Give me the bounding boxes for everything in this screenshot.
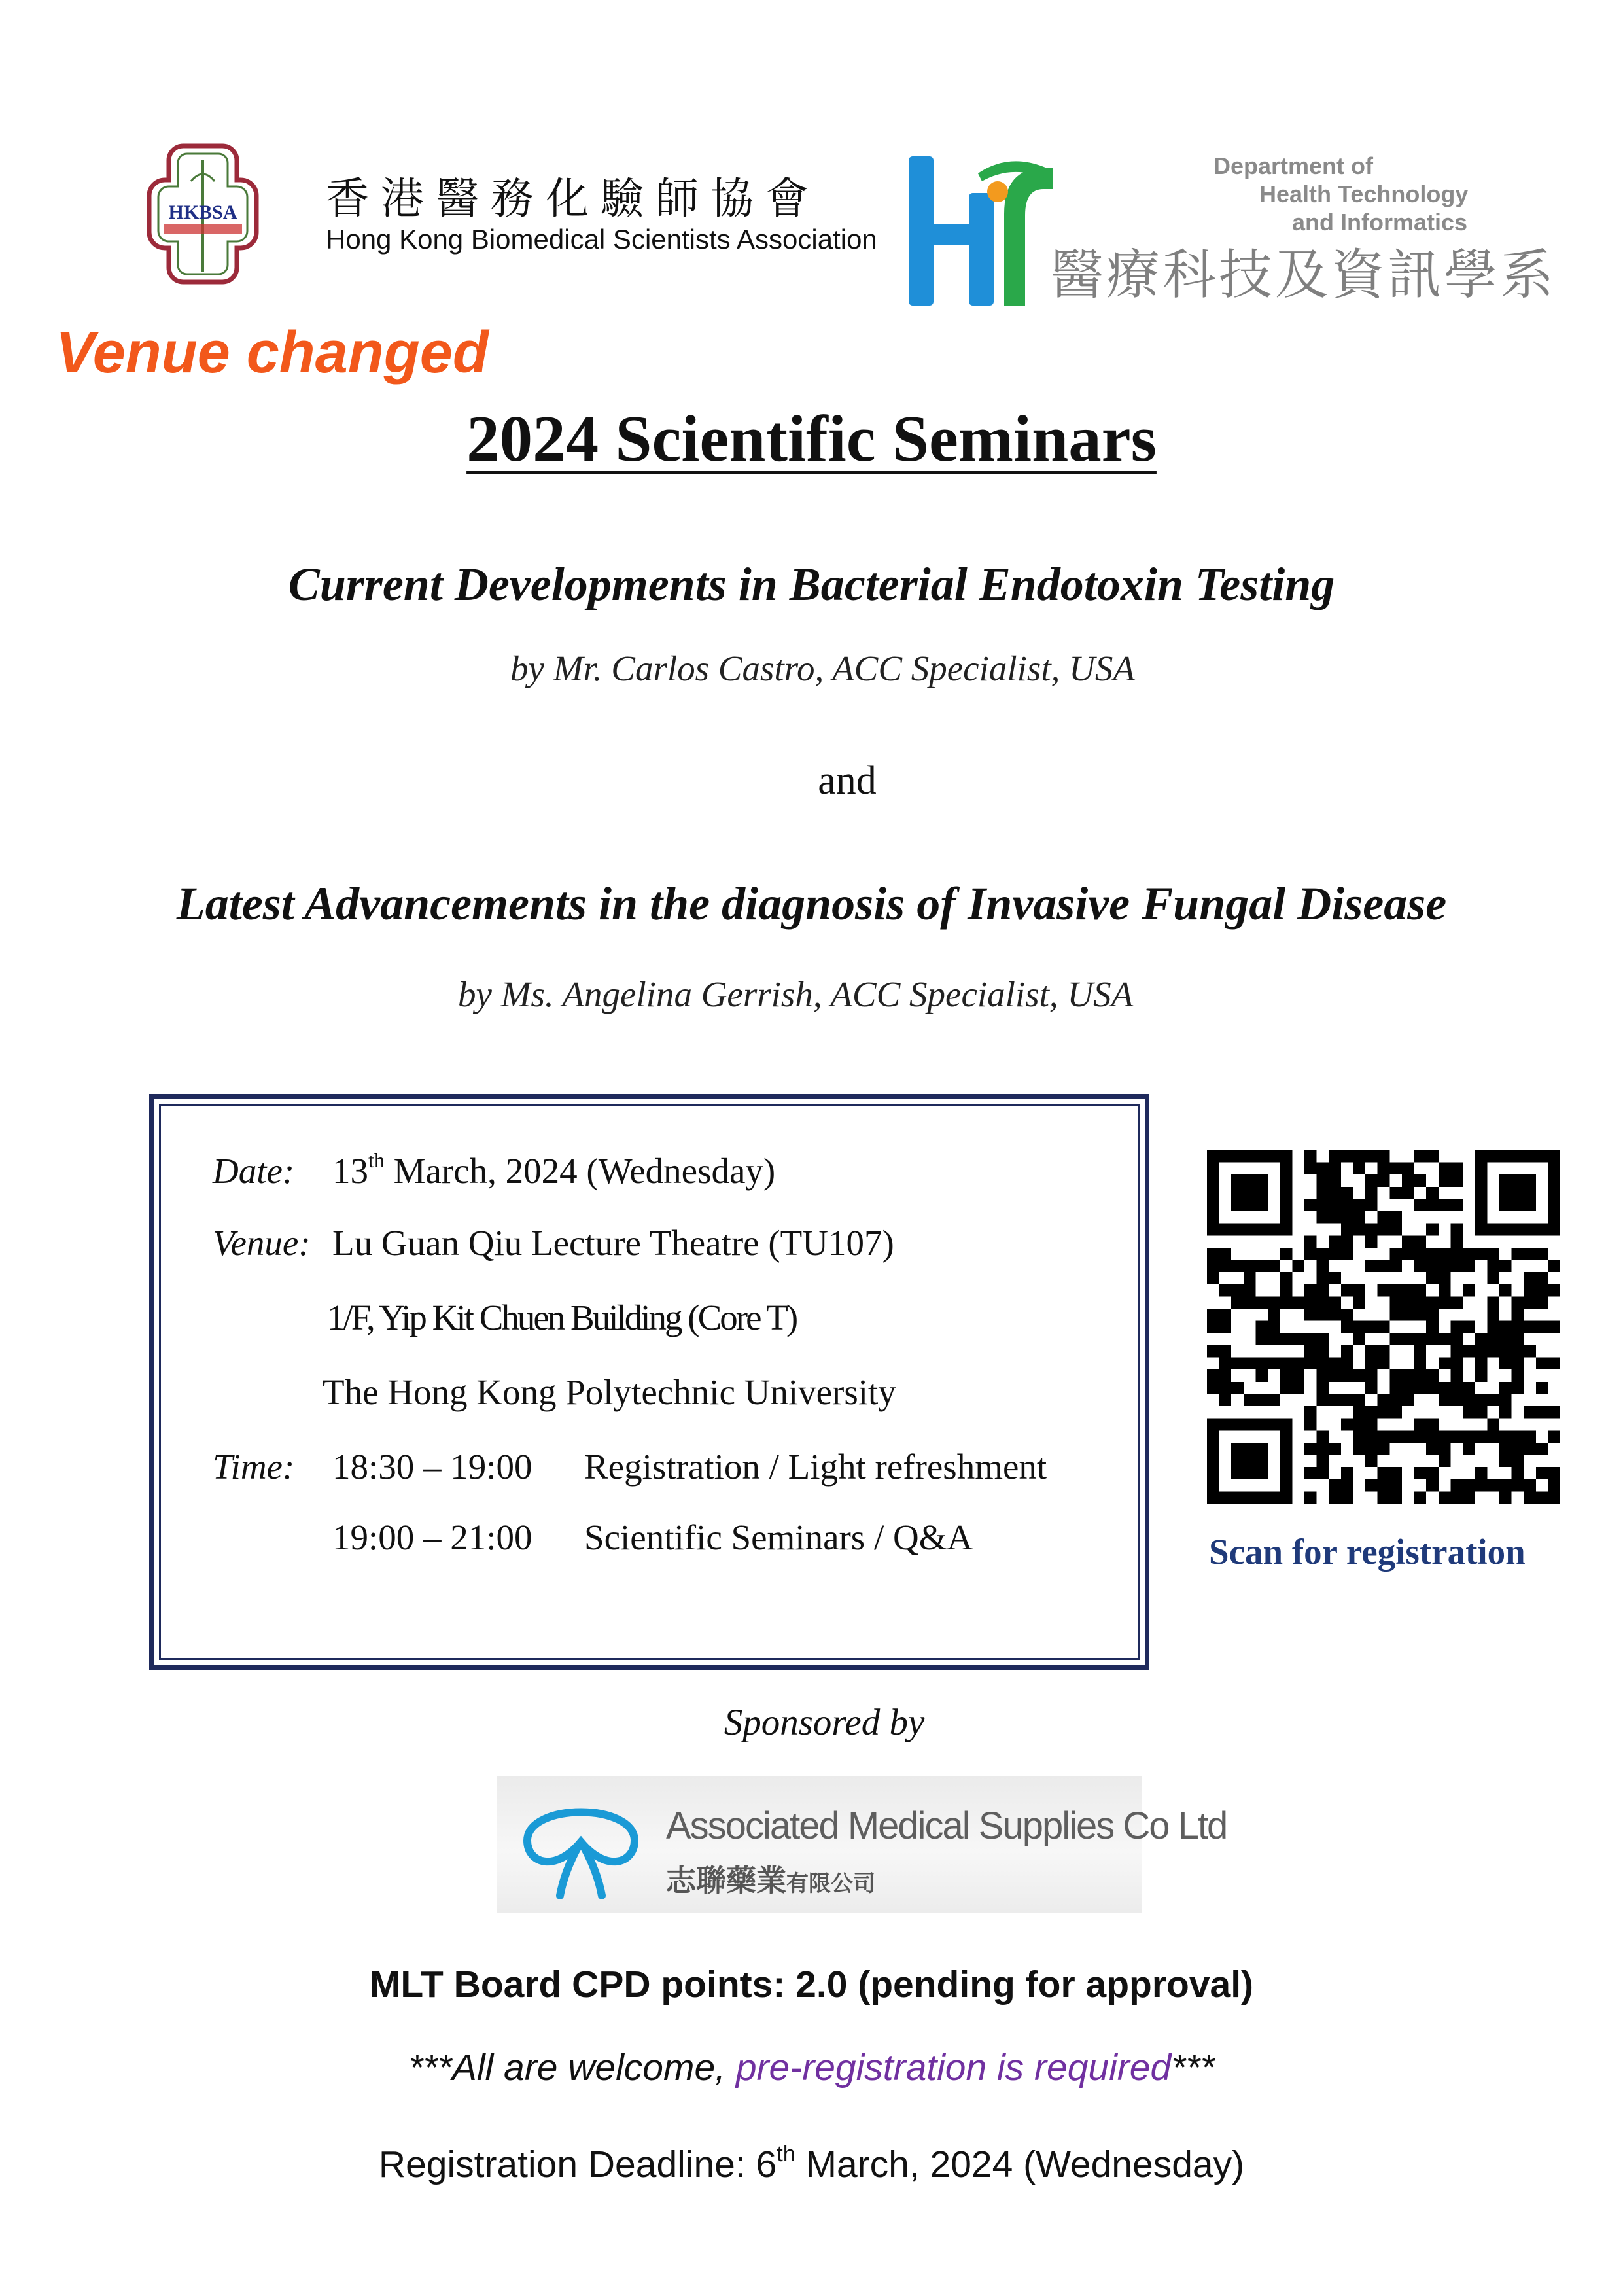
pre-registration-notice: pre-registration is required — [735, 2047, 1172, 2089]
time-label: Time: — [213, 1447, 295, 1487]
date-day: 13 — [332, 1151, 368, 1191]
deadline-prefix: Registration Deadline: 6 — [378, 2144, 777, 2185]
deadline-rest: March, 2024 (Wednesday) — [795, 2144, 1245, 2185]
venue-label: Venue: — [213, 1223, 311, 1263]
talk-connector: and — [818, 758, 877, 803]
sponsor-name-chinese-main: 志聯藥業 — [666, 1863, 786, 1898]
hkbsa-logo — [144, 141, 262, 288]
department-name-line: and Informatics — [1292, 209, 1468, 236]
registration-deadline — [0, 2143, 1623, 2186]
schedule-activity: Scientific Seminars / Q&A — [584, 1517, 973, 1557]
venue-line: 1/F, Yip Kit Chuen Building (Core T) — [327, 1298, 797, 1337]
welcome-prefix: ***All are welcome, — [408, 2047, 736, 2089]
sponsor-name-english: Associated Medical Supplies Co Ltd — [666, 1805, 1227, 1847]
hkbsa-logo-text: HKBSA — [168, 202, 237, 223]
date-value — [332, 1150, 775, 1192]
hti-logo — [906, 154, 1056, 308]
hkbsa-name-english: Hong Kong Biomedical Scientists Association — [326, 224, 877, 255]
sponsor-name-chinese — [666, 1857, 875, 1900]
department-name-english — [1151, 152, 1478, 236]
page-title: 2024 Scientific Seminars — [466, 402, 1157, 475]
schedule-time-range: 18:30 – 19:00 — [332, 1447, 532, 1487]
department-name-chinese: 醫療科技及資訊學系 — [1050, 244, 1557, 306]
cpd-points: MLT Board CPD points: 2.0 (pending for approval) — [369, 1964, 1254, 2005]
date-rest: March, 2024 (Wednesday) — [384, 1151, 776, 1191]
talk-speaker: by Mr. Carlos Castro, ACC Specialist, USA — [510, 648, 1135, 688]
department-name-line: Health Technology — [1259, 181, 1469, 207]
schedule-activity: Registration / Light refreshment — [584, 1447, 1047, 1487]
sponsor-logo — [497, 1776, 1227, 1913]
department-name-line: Department of — [1213, 152, 1374, 179]
registration-qr-code[interactable] — [1207, 1150, 1560, 1504]
deadline-suffix: th — [777, 2142, 795, 2166]
sponsored-by-label: Sponsored by — [724, 1702, 925, 1743]
venue-line: The Hong Kong Polytechnic University — [323, 1372, 896, 1412]
schedule-time-range: 19:00 – 21:00 — [332, 1517, 532, 1557]
venue-changed-notice: Venue changed — [56, 320, 489, 385]
welcome-suffix: *** — [1171, 2047, 1215, 2089]
date-suffix: th — [368, 1148, 385, 1172]
date-label: Date: — [213, 1151, 295, 1191]
talk-title: Latest Advancements in the diagnosis of Invasive Fungal Disease — [176, 877, 1447, 930]
talk-title: Current Developments in Bacterial Endotoxin Testing — [288, 558, 1335, 610]
talk-speaker: by Ms. Angelina Gerrish, ACC Specialist, USA — [458, 974, 1134, 1014]
qr-caption: Scan for registration — [1209, 1532, 1526, 1572]
welcome-line — [0, 2046, 1623, 2089]
sponsor-name-chinese-suffix: 有限公司 — [786, 1871, 875, 1897]
venue-line: Lu Guan Qiu Lecture Theatre (TU107) — [332, 1223, 894, 1263]
hkbsa-name-chinese: 香港醫務化驗師協會 — [326, 173, 820, 224]
sponsor-symbol-icon — [509, 1790, 653, 1901]
